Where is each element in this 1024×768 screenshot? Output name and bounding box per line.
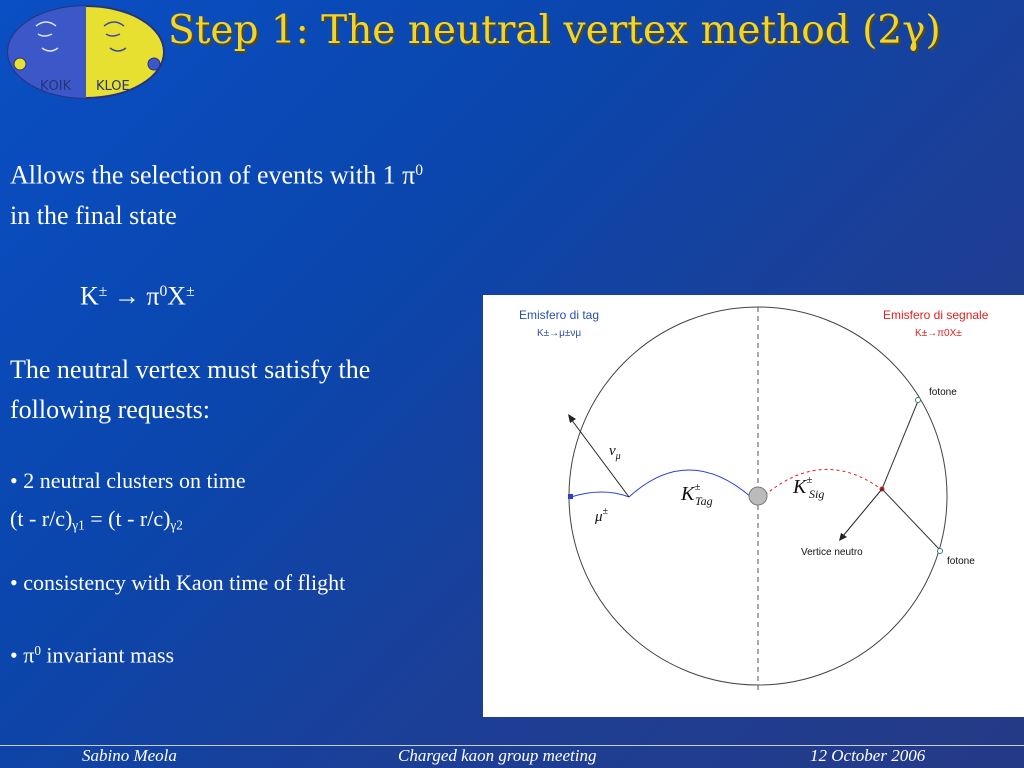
footer-author: Sabino Meola (82, 746, 177, 765)
intro-text: Allows the selection of events with 1 $\pi^0$ in the final state (10, 160, 424, 230)
svg-text:ΚΟΙΚ: ΚΟΙΚ (40, 79, 72, 94)
neutrino-label: $\nu_\mu$ (609, 443, 621, 462)
time-condition: $(t - r/c)_{\gamma 1} = (t - r/c)_{\gamma 2}$ (10, 506, 183, 533)
slide-title: Step 1: The neutral vertex method (2γ) (168, 8, 941, 53)
bullet-time-of-flight: • consistency with Kaon time of flight (10, 570, 346, 595)
photon-label-2: fotone (947, 556, 975, 567)
tag-hemisphere-title: Emisfero di tag (519, 308, 600, 322)
svg-text:KLOE: KLOE (96, 79, 130, 94)
footer-meeting: Charged kaon group meeting (398, 746, 597, 765)
photon-hit-1 (916, 398, 921, 403)
tag-decay: K±→μ±νμ (537, 328, 582, 339)
photon-label-1: fotone (929, 387, 957, 398)
photon-hit-2 (938, 549, 943, 554)
ktag-label: K± Tag (681, 481, 713, 508)
interaction-point (749, 487, 767, 505)
decay-formula: $K^\pm \to \pi^0X^\pm$ (80, 281, 195, 311)
requests-text: The neutral vertex must satisfy the following requests: (10, 355, 371, 424)
signal-hemisphere-title: Emisfero di segnale (883, 308, 989, 322)
muon-hit (568, 494, 573, 499)
vertex-label: Vertice neutro (801, 547, 863, 558)
detector-diagram (483, 295, 1024, 717)
footer-date: 12 October 2006 (810, 746, 926, 765)
ksig-label: K± Sig (793, 474, 825, 501)
signal-decay: K±→π0X± (915, 328, 962, 339)
bullet-clusters: • 2 neutral clusters on time (10, 468, 246, 493)
muon-label: μ± (595, 506, 609, 525)
kloe-logo (6, 4, 166, 100)
bullet-invariant-mass: • $\pi^0$ invariant mass (10, 642, 175, 668)
